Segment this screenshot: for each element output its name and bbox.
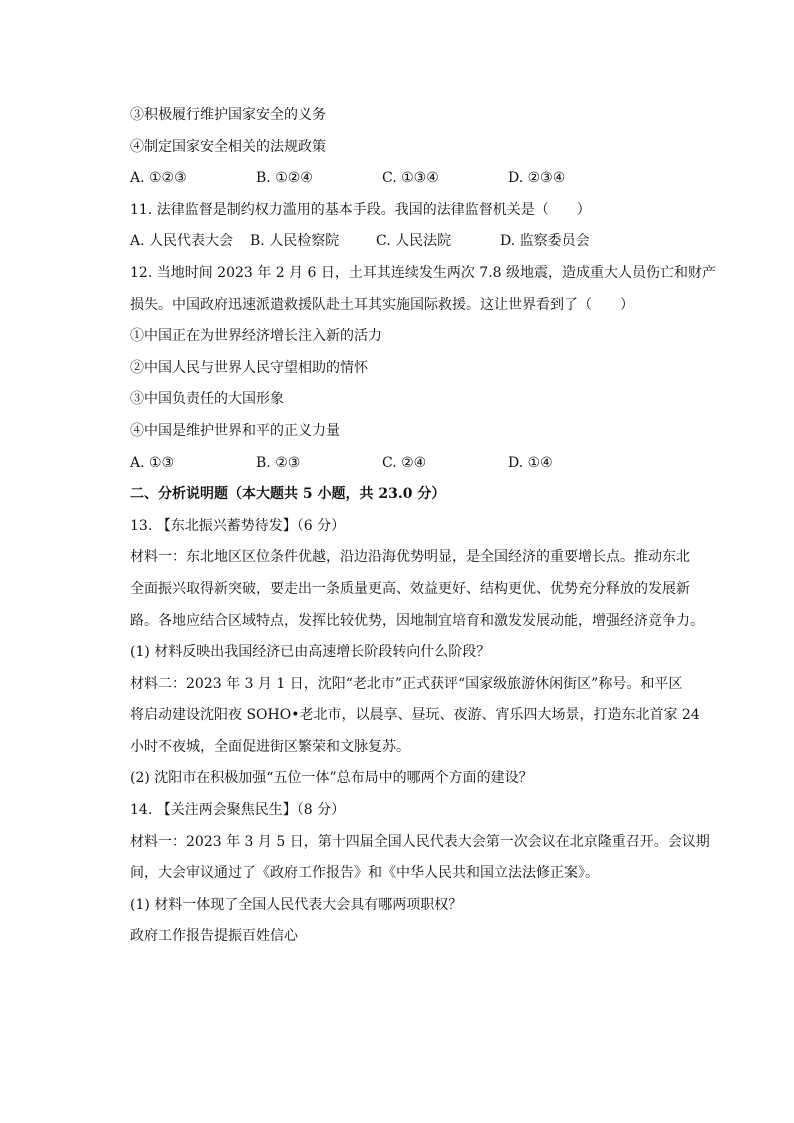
q14-material-1-line-1: 材料一：2023 年 3 月 5 日，第十四届全国人民代表大会第一次会议在北京隆重召开。会议期 xyxy=(130,833,710,850)
q10-option-b: B. ①②④ xyxy=(256,170,313,187)
q10-option-a: A. ①②③ xyxy=(130,170,187,187)
q13-material-1-line-2: 全面振兴取得新突破，要走出一条质量更高、效益更好、结构更优、优势充分释放的发展新 xyxy=(130,580,690,597)
q14-next-heading: 政府工作报告提振百姓信心 xyxy=(130,928,298,945)
q14-sub-question-1: (1) 材料一体现了全国人民代表大会具有哪两项职权？ xyxy=(130,896,463,913)
q11-option-c: C. 人民法院 xyxy=(376,233,452,250)
q14-material-1-line-2: 间，大会审议通过了《政府工作报告》和《中华人民共和国立法法修正案》。 xyxy=(130,865,599,882)
q13-material-2-line-2: 将启动建设沈阳夜 SOHO•老北市，以晨享、昼玩、夜游、宵乐四大场景，打造东北首家 24 xyxy=(130,707,700,724)
q10-item-4: ④制定国家安全相关的法规政策 xyxy=(130,138,326,155)
q13-material-2-line-1: 材料二：2023 年 3 月 1 日，沈阳“老北市”正式获评“国家级旅游休闲街区”称号。和平区 xyxy=(130,675,683,692)
q12-stem-line-2: 损失。中国政府迅速派遣救援队赴土耳其实施国际救援。这让世界看到了（ ） xyxy=(130,296,634,313)
q12-item-2: ②中国人民与世界人民守望相助的情怀 xyxy=(130,359,368,376)
q11-option-a: A. 人民代表大会 xyxy=(130,233,234,250)
q13-material-2-line-3: 小时不夜城，全面促进街区繁荣和文脉复苏。 xyxy=(130,738,410,755)
q12-option-a: A. ①③ xyxy=(130,454,175,471)
q12-option-d: D. ①④ xyxy=(508,454,553,471)
q11-option-d: D. 监察委员会 xyxy=(500,233,590,250)
section-2-title: 二、分析说明题（本大题共 5 小题，共 23.0 分） xyxy=(130,486,446,503)
q12-item-4: ④中国是维护世界和平的正义力量 xyxy=(130,422,340,439)
q12-item-1: ①中国正在为世界经济增长注入新的活力 xyxy=(130,328,382,345)
q11-option-b: B. 人民检察院 xyxy=(250,233,340,250)
q13-sub-question-1: (1) 材料反映出我国经济已由高速增长阶段转向什么阶段？ xyxy=(130,644,491,661)
q10-option-d: D. ②③④ xyxy=(508,170,566,187)
q12-option-b: B. ②③ xyxy=(256,454,301,471)
q13-material-1-line-3: 路。各地应结合区域特点，发挥比较优势，因地制宜培育和激发发展动能，增强经济竞争力。 xyxy=(130,612,704,629)
q13-heading: 13. 【东北振兴蓄势待发】（6 分） xyxy=(130,517,346,534)
exam-page xyxy=(130,100,717,953)
q14-heading: 14. 【关注两会聚焦民生】（8 分） xyxy=(130,802,346,819)
q10-option-c: C. ①③④ xyxy=(382,170,439,187)
q10-item-3: ③积极履行维护国家安全的义务 xyxy=(130,107,326,123)
q12-options xyxy=(130,448,690,480)
q13-sub-question-2: (2) 沈阳市在积极加强“五位一体”总布局中的哪两个方面的建设？ xyxy=(130,770,533,787)
q11-stem: 11. 法律监督是制约权力滥用的基本手段。我国的法律监督机关是（ ） xyxy=(130,201,591,218)
q12-stem-line-1: 12. 当地时间 2023 年 2 月 6 日，土耳其连续发生两次 7.8 级地震，造成重大人员伤亡和财产 xyxy=(130,264,717,281)
q11-options xyxy=(130,226,690,258)
q10-options xyxy=(130,163,690,195)
q13-material-1-line-1: 材料一：东北地区区位条件优越，沿边沿海优势明显，是全国经济的重要增长点。推动东北 xyxy=(130,549,690,566)
q12-option-c: C. ②④ xyxy=(382,454,427,471)
q12-item-3: ③中国负责任的大国形象 xyxy=(130,391,284,408)
